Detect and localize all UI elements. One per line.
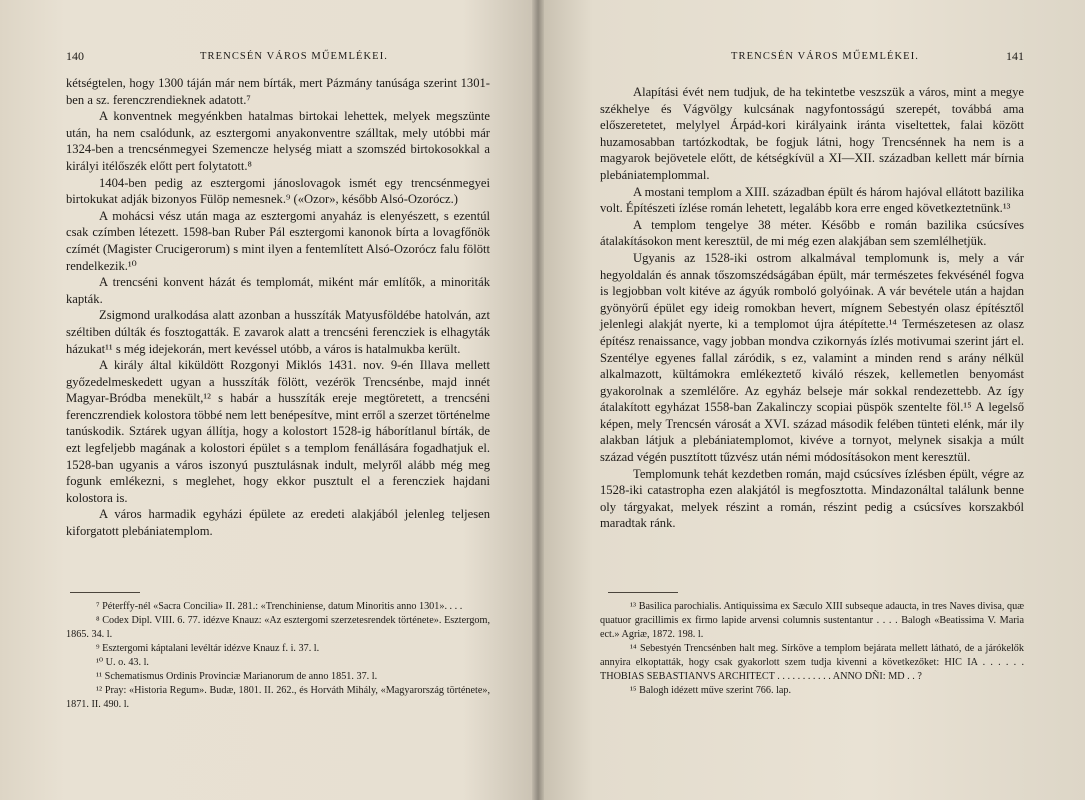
footnote: ⁷ Péterffy-nél «Sacra Concilia» II. 281.: «Trenchiniense, datum Minoritis anno 1301». . . . — [96, 601, 463, 612]
paragraph: Ugyanis az 1528-iki ostrom alkalmával templomunk is, mely a vár hegyoldalán és annak tőszomszédságában épült, már természetes fekvésénél fogva is legjobban volt kitéve az ágyúk romboló golyóinak. A vár bevétele után a hajdan gyönyörű épület egy ideig romokban hevert, mígnem Sebestyén olasz építésztől jelenlegi alakját nyerte, ki a templomot újra átépítette.¹⁴ Természetesen az olasz építész renaissance, vagy jobban mondva czikornyás ízlés motivumai szerint járt el. Szentélye egyenes fallal záródik, s ez, valamint a minden rend s arány nélkül alkalmazott, kültámokra emlékeztető kiváló részek, kellemetlen benyomást gyakorolnak a szemlélőre. Az egyház belseje már sokkal rendezettebb. Az így átalakított egyházat 1558-ban Zakalinczy scopiai püspök szentelte föl.¹⁵ A legelső képen, mely Trencsén városát a XVI. század második felében tünteti elénk, már ily alakban látjuk a plebániatemplomot, kivéve a tornyot, melynek sisakja a múlt század végén pusztított tűzvész után némi módosításokon ment keresztül. — [600, 250, 1024, 465]
page-number: 140 — [66, 49, 84, 63]
body-text — [600, 84, 1024, 532]
book-gutter — [532, 0, 544, 800]
paragraph: Alapítási évét nem tudjuk, de ha tekintetbe veszszük a város, mint a megye székhelye és Vágvölgy kulcsának nagyfontosságú szerepét, továbbá ama előszeretetet, melylyel Árpád-kori királyaink iránta viseltettek, falai között huzamosabban tartózkodtak, be fogjuk látni, hogy Trencsénnek ha nem is a magyarok bejövetele előtt, de kétségkívül a XI—XII. században kellett már bírnia plebániatemplommal. — [600, 85, 1024, 182]
left-page — [0, 0, 538, 800]
footnote: ⁸ Codex Dipl. VIII. 6. 77. idézve Knauz: «Az esztergomi szerzetesrendek története». Esztergom, 1865. 34. l. — [66, 615, 490, 640]
paragraph: A templom tengelye 38 méter. Később e román bazilika csúcsíves átalakításokon ment keresztül, de mi még ezen alakjában sem szemlélhetjük. — [600, 217, 1024, 249]
body-text — [66, 75, 490, 540]
paragraph: A mostani templom a XIII. században épült és három hajóval ellátott bazilika volt. Építészeti ízlése román lehetett, legalább kora erre enged következtetnünk.¹³ — [600, 184, 1024, 216]
paragraph: A király által kiküldött Rozgonyi Miklós 1431. nov. 9-én Illava mellett győzedelmeskedett ugyan a husszíták fölött, vezérök Trencsénbe, majd innét Magyar-Bródba menekült,¹² s habár a husszíták ereje megtöretett, a trencséni ferenczrendiek kolostora többé nem lett benépesítve, mint erről a szerzet történelme tanúskodik. Sztárek ugyan állítja, hogy a kolostort 1528-ig háborítlanul bírták, de ezt legfeljebb magának a kolostori épület s a templom fenállására fogadhatjuk el. 1528-ban ugyanis a város iszonyú pusztulásnak indult, melyről alább még meg fogunk emlékezni, s meglehet, hogy ekkor pusztult el a ferencziek hajdani kolostora is. — [66, 358, 490, 505]
page-number: 141 — [1006, 49, 1024, 63]
footnotes — [66, 600, 490, 712]
footnote: ¹⁴ Sebestyén Trencsénben halt meg. Sírköve a templom bejárata mellett látható, de a járókelők annyira elkoptatták, hogy csak gyakorlott szem tudja kivenni a következőket: HIC IA . . . . . . THOBIAS SEBASTIANVS ARCHITECT . . . . . . . . . . . ANNO DÑI: MD . . ? — [600, 643, 1024, 682]
footnote: ¹¹ Schematismus Ordinis Provinciæ Marianorum de anno 1851. 37. l. — [96, 671, 378, 682]
footnote: ¹² Pray: «Historia Regum». Budæ, 1801. II. 262., és Horváth Mihály, «Magyarország története», 1871. II. 490. l. — [66, 685, 490, 710]
paragraph: 1404-ben pedig az esztergomi jánoslovagok ismét egy trencsénmegyei birtokukat adják bizonyos Fülöp nemesnek.⁹ («Ozor», később Alsó-Ozorócz.) — [66, 175, 490, 207]
paragraph: A trencséni konvent házát és templomát, miként már említők, a minoriták kapták. — [66, 275, 490, 306]
paragraph: A konventnek megyénkben hatalmas birtokai lehettek, melyek megszünte után, ha nem csalódunk, az esztergomi anyakonventre szálltak, mely utóbbi már 1324-ben a trencsénmegyei Szemencze helység miatt a szomszéd birtokosokkal a királyi itélőszék előtt pert folytatott.⁸ — [66, 109, 490, 173]
footnote: ⁹ Esztergomi káptalani levéltár idézve Knauz f. i. 37. l. — [96, 643, 320, 654]
running-head: TRENCSÉN VÁROS MŰEMLÉKEI. — [200, 51, 389, 62]
paragraph: kétségtelen, hogy 1300 táján már nem bírták, mert Pázmány tanúsága szerint 1301-ben a sz. ferenczrendieknek adatott.⁷ — [66, 76, 490, 107]
running-head: TRENCSÉN VÁROS MŰEMLÉKEI. — [731, 51, 920, 62]
footnote: ¹³ Basilica parochialis. Antiquissima ex Sæculo XIII subseque adaucta, in tres Naves divisa, quæ quatuor gracillimis ex firmo lapide arvensi columnis sustentantur . . . . Balogh «Beatissima V. Maria ect.» Agriæ, 1872. 198. l. — [600, 601, 1024, 640]
footnotes — [600, 600, 1024, 698]
paragraph: A mohácsi vész után maga az esztergomi anyaház is elenyészett, s ezentúl csak czímben létezett. 1598-ban Ruber Pál esztergomi kanonok bírta a lovagfőnök czímét (Magister Crucigerorum) s mint ilyen a fentemlített Alsó-Ozorócz falu fölött rendelkezik.¹⁰ — [66, 208, 490, 273]
footnote: ¹⁰ U. o. 43. l. — [96, 657, 149, 668]
paragraph: A város harmadik egyházi épülete az eredeti alakjából jelenleg teljesen kiforgatott plebániatemplom. — [66, 507, 490, 539]
paragraph: Zsigmond uralkodása alatt azonban a husszíták Matyusföldébe hatolván, azt széltiben dúlták és fosztogatták. E zavarok alatt a trencséni ferencziek is elhagyták házukat¹¹ s még idejekorán, mert kevéssel utóbb, a város is hatalmukba került. — [66, 308, 490, 356]
right-page — [538, 0, 1085, 800]
paragraph: Templomunk tehát kezdetben román, majd csúcsíves ízlésben épült, végre az 1528-iki catastropha ezen alakjától is megfosztotta. Mindazonáltal találunk benne oly tárgyakat, melyek részint a román, részint pedig a csúcsíves korszakból maradtak ránk. — [600, 466, 1024, 531]
footnote: ¹⁵ Balogh idézett műve szerint 766. lap. — [630, 685, 792, 696]
footnote-divider — [70, 592, 140, 593]
footnote-divider — [608, 592, 678, 593]
